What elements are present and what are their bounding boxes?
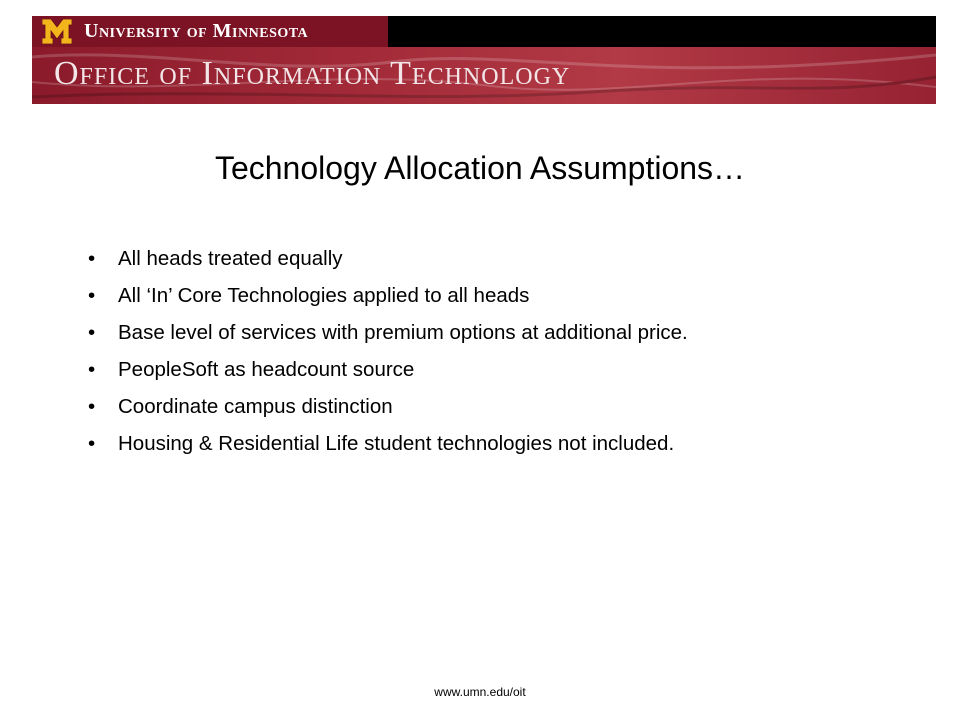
footer-url[interactable]: www.umn.edu/oit xyxy=(434,685,526,699)
university-strip-black xyxy=(388,16,936,47)
university-strip xyxy=(32,16,936,47)
bullet-text: Housing & Residential Life student technologies not included. xyxy=(118,432,675,455)
bullet-marker: • xyxy=(88,358,96,381)
bullet-text: PeopleSoft as headcount source xyxy=(118,358,415,381)
university-name: University of Minnesota xyxy=(84,20,309,42)
office-name: Office of Information Technology xyxy=(54,55,571,92)
block-m-logo-icon xyxy=(42,19,72,44)
bullet-text: Base level of services with premium options at additional price. xyxy=(118,321,688,344)
bullet-list xyxy=(88,248,908,470)
bullet-item xyxy=(88,322,908,344)
bullet-item xyxy=(88,396,908,418)
bullet-item xyxy=(88,248,908,270)
header-banner xyxy=(32,16,936,104)
slide-title: Technology Allocation Assumptions… xyxy=(214,150,746,186)
bullet-marker: • xyxy=(88,395,96,418)
office-strip xyxy=(32,47,936,104)
bullet-marker: • xyxy=(88,284,96,307)
bullet-marker: • xyxy=(88,321,96,344)
bullet-text: Coordinate campus distinction xyxy=(118,395,393,418)
bullet-item xyxy=(88,433,908,455)
bullet-item xyxy=(88,359,908,381)
bullet-item xyxy=(88,285,908,307)
bullet-text: All ‘In’ Core Technologies applied to all heads xyxy=(118,284,530,307)
bullet-marker: • xyxy=(88,432,96,455)
bullet-marker: • xyxy=(88,247,96,270)
bullet-text: All heads treated equally xyxy=(118,247,343,270)
